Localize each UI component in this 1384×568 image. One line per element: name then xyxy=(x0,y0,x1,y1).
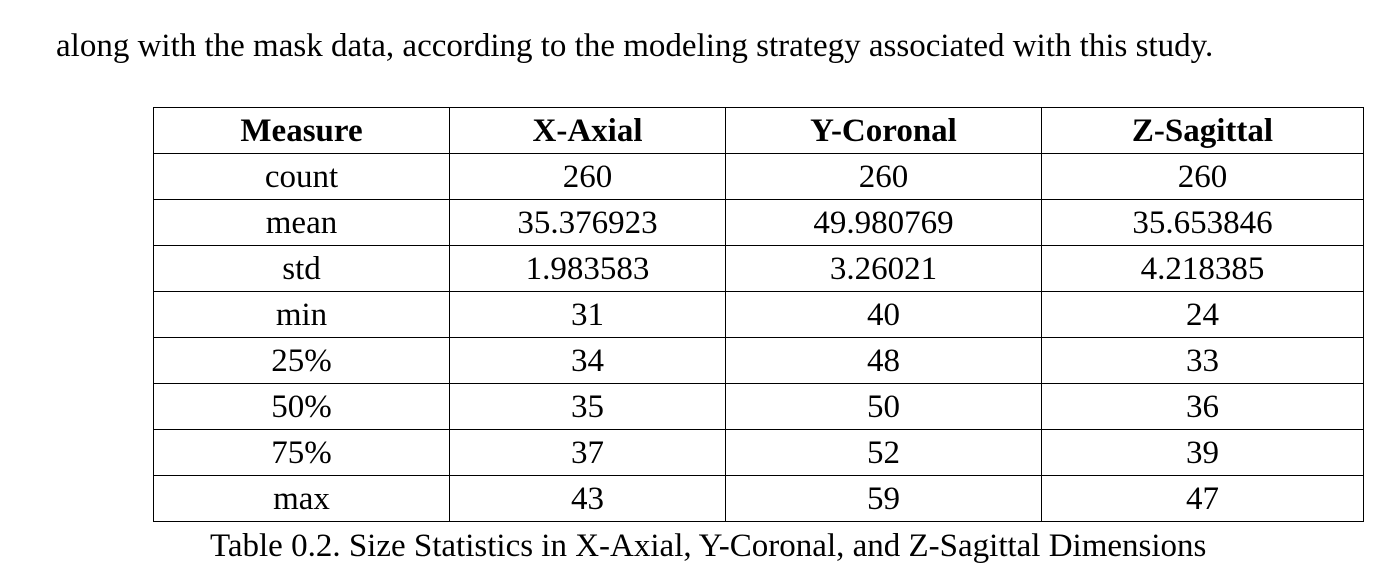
table-cell: 50% xyxy=(154,384,450,430)
table-cell: 37 xyxy=(450,430,726,476)
table-row xyxy=(154,476,1364,522)
table-cell: 39 xyxy=(1042,430,1364,476)
table-cell: 33 xyxy=(1042,338,1364,384)
table-cell: 35 xyxy=(450,384,726,430)
table-cell: 59 xyxy=(726,476,1042,522)
table-cell: 52 xyxy=(726,430,1042,476)
table-cell: 260 xyxy=(1042,154,1364,200)
table-cell: 4.218385 xyxy=(1042,246,1364,292)
table-row xyxy=(154,200,1364,246)
table-cell: 34 xyxy=(450,338,726,384)
table-cell: 50 xyxy=(726,384,1042,430)
column-header-z-sagittal: Z-Sagittal xyxy=(1042,108,1364,154)
column-header-measure: Measure xyxy=(154,108,450,154)
table-cell: 47 xyxy=(1042,476,1364,522)
table-cell: min xyxy=(154,292,450,338)
body-paragraph: along with the mask data, according to the modeling strategy associated with this study. xyxy=(56,28,1214,64)
table-cell: 36 xyxy=(1042,384,1364,430)
table-row xyxy=(154,338,1364,384)
table-cell: count xyxy=(154,154,450,200)
table-cell: 40 xyxy=(726,292,1042,338)
table-cell: 24 xyxy=(1042,292,1364,338)
table-cell: 25% xyxy=(154,338,450,384)
size-statistics-table xyxy=(153,107,1364,522)
table-cell: 3.26021 xyxy=(726,246,1042,292)
table-row xyxy=(154,430,1364,476)
table-cell: 31 xyxy=(450,292,726,338)
table-cell: 75% xyxy=(154,430,450,476)
column-header-x-axial: X-Axial xyxy=(450,108,726,154)
table-cell: std xyxy=(154,246,450,292)
table-cell: 43 xyxy=(450,476,726,522)
table-row xyxy=(154,246,1364,292)
table-cell: 260 xyxy=(726,154,1042,200)
table-cell: 260 xyxy=(450,154,726,200)
table-row xyxy=(154,384,1364,430)
table-cell: 48 xyxy=(726,338,1042,384)
table-cell: 35.653846 xyxy=(1042,200,1364,246)
table-caption: Table 0.2. Size Statistics in X-Axial, Y-Coronal, and Z-Sagittal Dimensions xyxy=(210,528,1207,564)
table-header-row xyxy=(154,108,1364,154)
table-cell: mean xyxy=(154,200,450,246)
table-row xyxy=(154,154,1364,200)
table-cell: 35.376923 xyxy=(450,200,726,246)
table-cell: 1.983583 xyxy=(450,246,726,292)
table-cell: 49.980769 xyxy=(726,200,1042,246)
table-row xyxy=(154,292,1364,338)
table-cell: max xyxy=(154,476,450,522)
column-header-y-coronal: Y-Coronal xyxy=(726,108,1042,154)
